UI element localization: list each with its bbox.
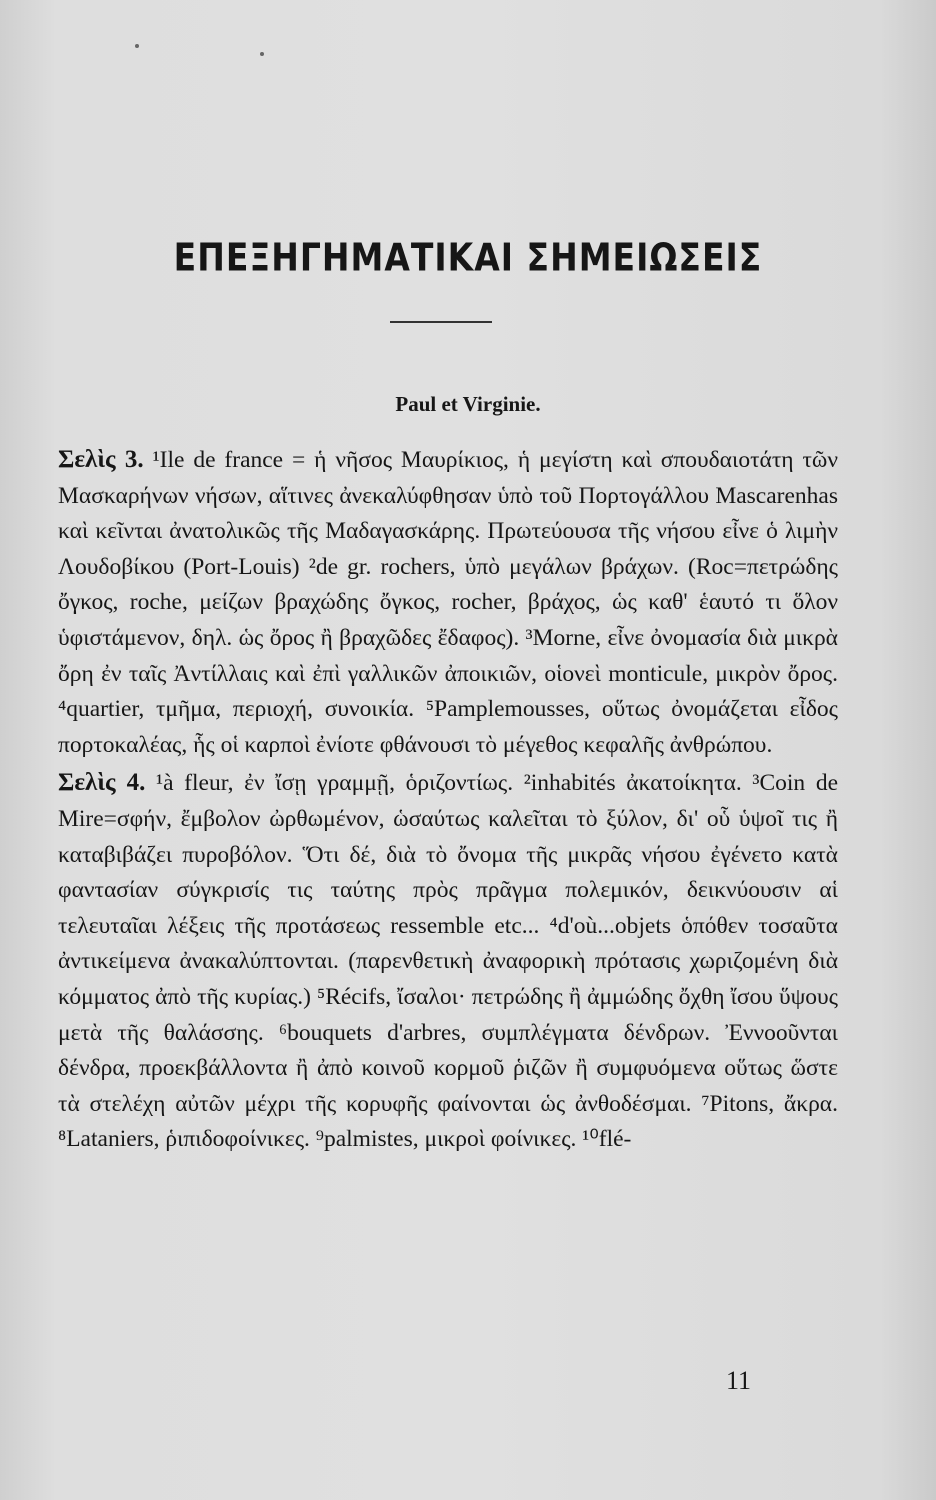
speck (135, 44, 139, 48)
page-number: 11 (726, 1366, 752, 1395)
page-heading: ΕΠΕΞΗΓΗΜΑΤΙΚΑΙ ΣΗΜΕΙΩΣΕΙΣ (173, 235, 763, 280)
section-text: ¹Ile de france = ἡ νῆσος Μαυρίκιος, ἡ μεγίστη καὶ σπουδαιοτάτη τῶν Μασκαρήνων νήσων, αἵτινες ἀνεκαλύφθησαν ὑπὸ τοῦ Πορτογάλλου Mascarenhas καὶ κεῖνται ἀνατολικῶς τῆς Μαδαγασκάρης. Πρωτεύουσα τῆς νήσου εἶνε ὁ λιμὴν Λουδοβίκου (Port-Louis) ²de gr. rochers, ὑπὸ μεγάλων βράχων. (Roc=πετρώδης ὄγκος, roche, μείζων βραχώδης ὄγκος, rocher, βράχος, ὡς καθ' ἑαυτό τι ὅλον ὑφιστάμενον, δηλ. ὡς ὄρος ἢ βραχῶδες ἔδαφος). ³Morne, εἶνε ὀνομασία διὰ μικρὰ ὄρη ἐν ταῖς Ἀντίλλαις καὶ ἐπὶ γαλλικῶν ἀποικιῶν, οἱονεὶ monticule, μικρὸν ὄρος. ⁴quartier, τμῆμα, περιοχή, συνοικία. ⁵Pamplemousses, οὕτως ὀνομάζεται εἶδος πορτοκαλέας, ἧς οἱ καρποὶ ἐνίοτε φθάνουσι τὸ μέγεθος κεφαλῆς ἀνθρώπου. (58, 447, 839, 758)
work-title: Paul et Virginie. (395, 392, 541, 416)
section-label: Σελὶς 3. (58, 446, 144, 473)
notes-body (58, 442, 838, 1158)
section-label: Σελὶς 4. (58, 769, 146, 797)
speck (260, 52, 264, 56)
note-paragraph (58, 442, 838, 763)
section-text: ¹à fleur, ἐν ἴσῃ γραμμῇ, ὁριζοντίως. ²inhabités ἀκατοίκητα. ³Coin de Mire=σφήν, ἔμβολον ὠρθωμένον, ὡσαύτως καλεῖται τὸ ξύλον, δι' οὗ ὑψοῖ τις ἢ καταβιβάζει πυροβόλον. Ὅτι δέ, διὰ τὸ ὄνομα τῆς μικρᾶς νήσου ἐγένετο κατὰ φαντασίαν σύγκρισίς τις ταύτης πρὸς πρᾶγμα πολεμικόν, δεικνύουσιν αἱ τελευταῖαι λέξεις τῆς προτάσεως ressemble etc... ⁴d'où...objets ὁπόθεν τοσαῦτα ἀντικείμενα ἀνακαλύπτονται. (παρενθετικὴ ἀναφορικὴ πρότασις χωριζομένη διὰ κόμματος ἀπὸ τῆς κυρίας.) ⁵Récifs, ἴσαλοι· πετρώδης ἢ ἀμμώδης ὄχθη ἴσου ὕψους μετὰ τῆς θαλάσσης. ⁶bouquets d'arbres, συμπλέγματα δένδρων. Ἐννοοῦνται δένδρα, προεκβάλλοντα ἢ ἀπὸ κοινοῦ κορμοῦ ῥιζῶν ἢ συμφυόμενα οὕτως ὥστε τὰ στελέχη αὐτῶν μέχρι τῆς κορυφῆς φαίνονται ὡς ἀνθοδέσμαι. ⁷Pitons, ἄκρα. ⁸Lataniers, ῥιπιδοφοίνικες. ⁹palmistes, μικροὶ φοίνικες. ¹⁰flé- (58, 770, 839, 1153)
note-paragraph (58, 765, 838, 1158)
heading-rule (390, 321, 492, 323)
